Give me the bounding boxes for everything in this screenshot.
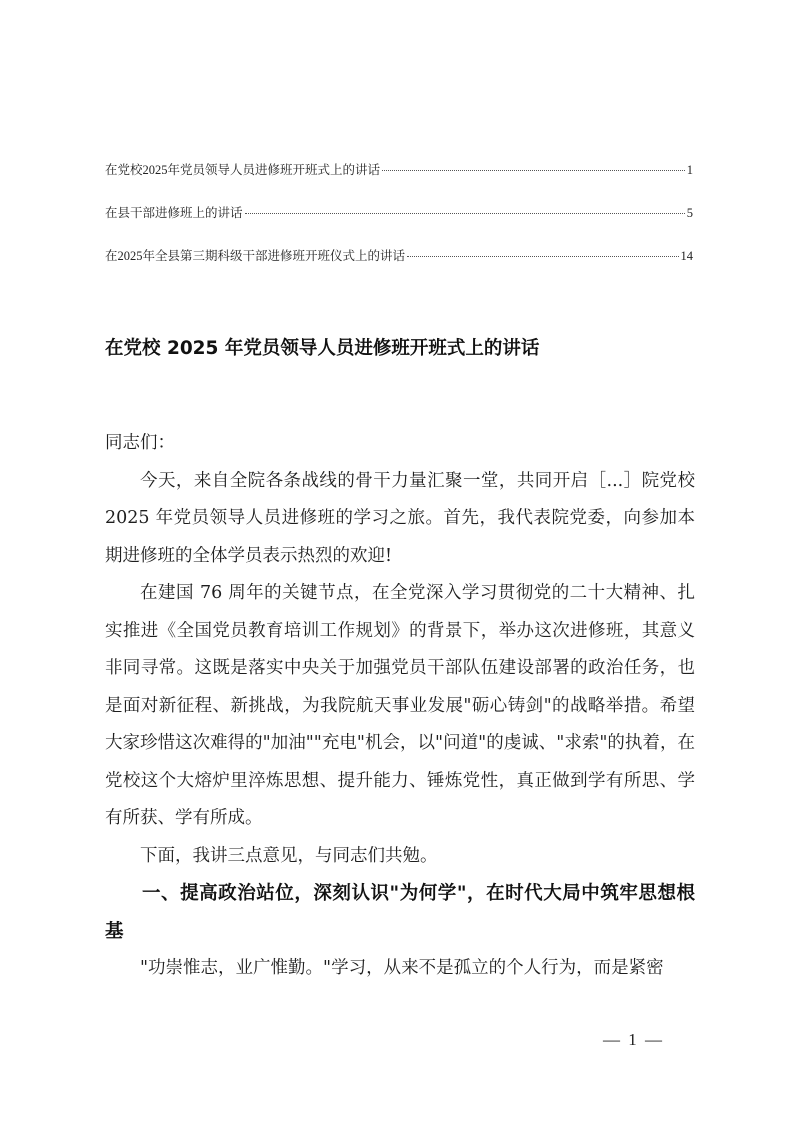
toc-entry-title: 在县干部进修班上的讲话 — [105, 206, 243, 220]
document-body — [105, 425, 695, 988]
table-of-contents — [105, 160, 693, 289]
body-paragraph: 今天，来自全院各条战线的骨干力量汇聚一堂，共同开启［...］院党校 2025 年党员领导人员进修班的学习之旅。首先，我代表院党委，向参加本期进修班的全体学员表示热烈的欢迎! — [105, 470, 695, 566]
toc-entry[interactable] — [105, 246, 693, 289]
body-paragraph: 在建国 76 周年的关键节点，在全党深入学习贯彻党的二十大精神、扎实推进《全国党员教育培训工作规划》的背景下，举办这次进修班，其意义非同寻常。这既是落实中央关于加强党员干部队伍建设部署的政治任务，也是面对新征程、新挑战，为我院航天事业发展"砺心铸剑"的战略举措。希望大家珍惜这次难得的"加油""充电"机会，以"问道"的虔诚、"求索"的执着，在党校这个大熔炉里淬炼思想、提升能力、锤炼党性，真正做到学有所思、学有所获、学有所成。 — [105, 583, 695, 828]
toc-leader-dots — [407, 256, 678, 257]
page-number: — 1 — — [603, 1030, 664, 1049]
body-paragraph: "功崇惟志，业广惟勤。"学习，从来不是孤立的个人行为，而是紧密 — [140, 958, 664, 978]
document-title: 在党校 2025 年党员领导人员进修班开班式上的讲话 — [105, 338, 540, 359]
toc-leader-dots — [245, 213, 685, 214]
toc-entry-title: 在2025年全县第三期科级干部进修班开班仪式上的讲话 — [105, 249, 406, 263]
toc-leader-dots — [382, 170, 685, 171]
section-heading: 一、提高政治站位，深刻认识"为何学"，在时代大局中筑牢思想根基 — [105, 883, 695, 942]
toc-entry-page: 5 — [686, 206, 693, 220]
toc-entry[interactable] — [105, 160, 693, 203]
toc-entry-page: 1 — [686, 163, 693, 177]
body-paragraph: 下面，我讲三点意见，与同志们共勉。 — [140, 845, 438, 866]
toc-entry-page: 14 — [680, 249, 693, 263]
salutation: 同志们： — [105, 433, 175, 453]
toc-entry[interactable] — [105, 203, 693, 246]
toc-entry-title: 在党校2025年党员领导人员进修班开班式上的讲话 — [105, 163, 381, 177]
